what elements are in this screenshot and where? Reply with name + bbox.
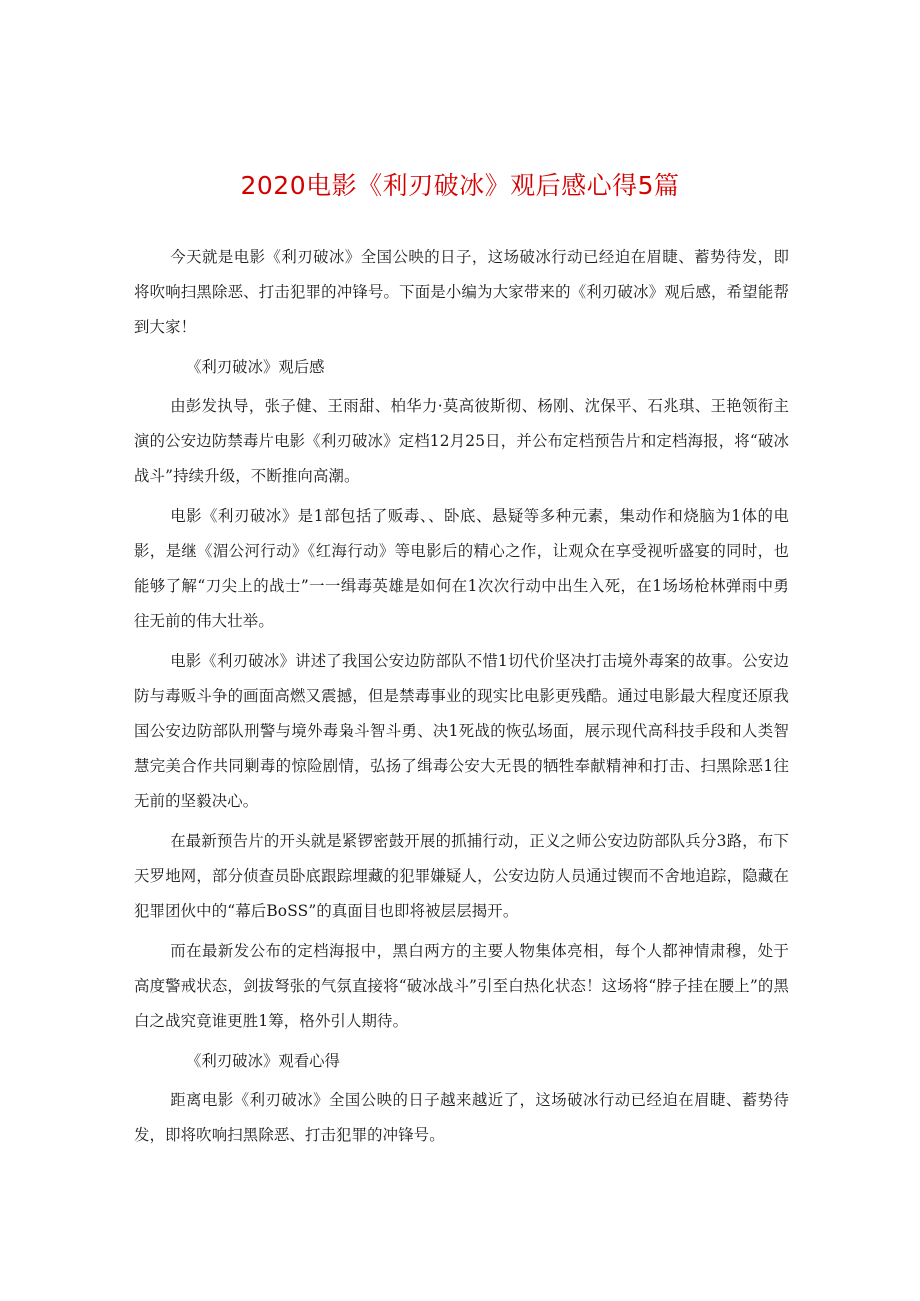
body-paragraph: 距离电影《利刃破冰》全国公映的日子越来越近了，这场破冰行动已经迫在眉睫、蓄势待发，即将吹响扫黑除恶、打击犯罪的冲锋号。 bbox=[134, 1091, 789, 1144]
body-paragraph: 由彭发执导，张子健、王雨甜、柏华力·莫高彼斯彻、杨刚、沈保平、石兆琪、王艳领衔主演的公安边防禁毒片电影《利刃破冰》定档12月25日，并公布定档预告片和定档海报，将“破冰战斗”持续升级，不断推向高潮。 bbox=[134, 397, 789, 485]
body-paragraph: 在最新预告片的开头就是紧锣密鼓开展的抓捕行动，正义之师公安边防部队兵分3路，布下天罗地网，部分侦查员卧底跟踪埋藏的犯罪嫌疑人，公安边防人员通过锲而不舍地追踪，隐藏在犯罪团伙中的“幕后BoSS”的真面目也即将被层层揭开。 bbox=[134, 832, 789, 920]
body-paragraph: 电影《利刃破冰》讲述了我国公安边防部队不惜1切代价坚决打击境外毒案的故事。公安边防与毒贩斗争的画面高燃又震撼，但是禁毒事业的现实比电影更残酷。通过电影最大程度还原我国公安边防部队刑警与境外毒枭斗智斗勇、决1死战的恢弘场面，展示现代高科技手段和人类智慧完美合作共同剿毒的惊险剧情，弘扬了缉毒公安大无畏的牺牲奉献精神和打击、扫黑除恶1往无前的坚毅决心。 bbox=[134, 652, 789, 810]
body-paragraph: 电影《利刃破冰》是1部包括了贩毒、、卧底、悬疑等多种元素，集动作和烧脑为1体的电影，是继《湄公河行动》《红海行动》等电影后的精心之作，让观众在享受视听盛宴的同时，也能够了解“刀尖上的战士”一一缉毒英雄是如何在1次次行动中出生入死，在1场场枪林弹雨中勇往无前的伟大壮举。 bbox=[134, 507, 789, 630]
body-paragraph: 而在最新发公布的定档海报中，黑白两方的主要人物集体亮相，每个人都神情肃穆，处于高度警戒状态，剑拔弩张的气氛直接将“破冰战斗”引至白热化状态！这场将“脖子挂在腰上”的黑白之战究竟谁更胜1筹，格外引人期待。 bbox=[134, 942, 789, 1030]
intro-paragraph: 今天就是电影《利刃破冰》全国公映的日子，这场破冰行动已经迫在眉睫、蓄势待发，即将吹响扫黑除恶、打击犯罪的冲锋号。下面是小编为大家带来的《利刃破冰》观后感，希望能帮到大家！ bbox=[134, 248, 789, 336]
section-heading-review: 《利刃破冰》观后感 bbox=[186, 358, 325, 376]
document-body bbox=[134, 240, 789, 1158]
page-title: 2020电影《利刃破冰》观后感心得5篇 bbox=[240, 171, 680, 200]
section-heading-viewing-notes: 《利刃破冰》观看心得 bbox=[186, 1052, 340, 1070]
